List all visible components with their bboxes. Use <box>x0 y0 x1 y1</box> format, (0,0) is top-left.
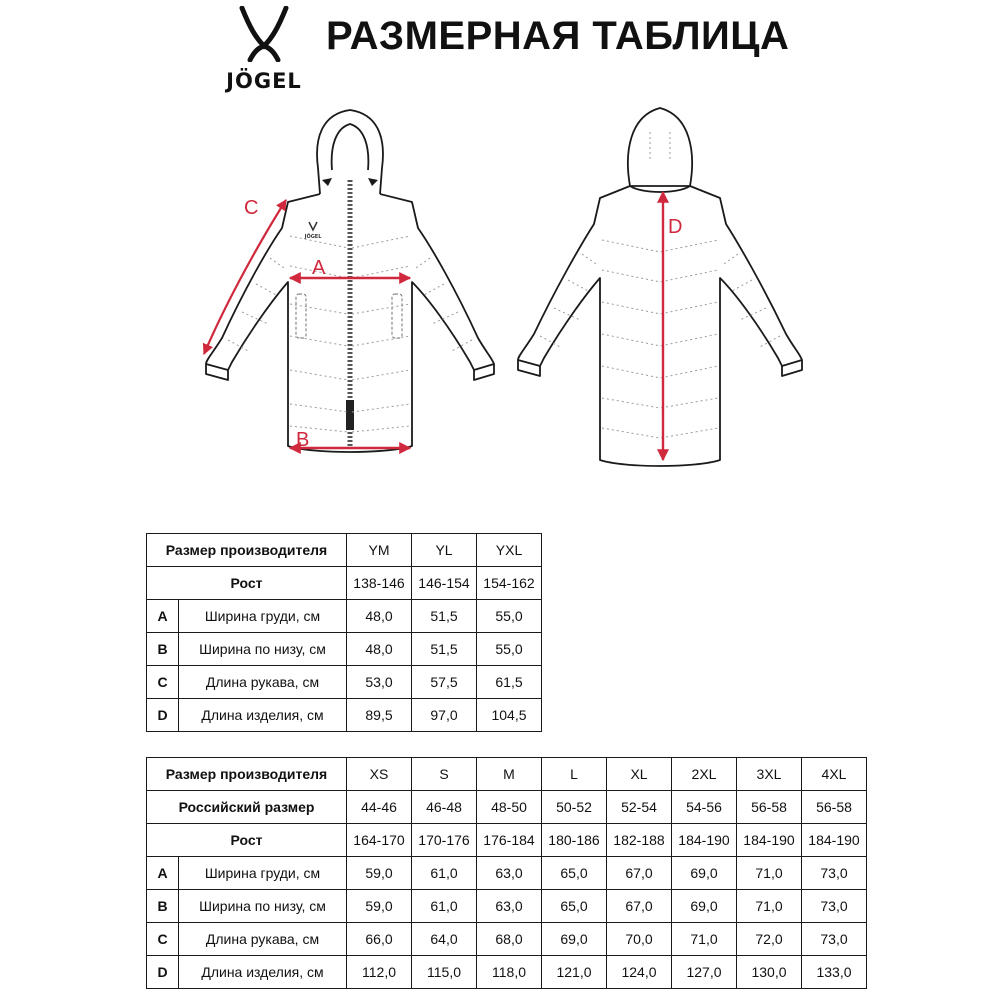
table-row <box>147 824 867 857</box>
value-cell: 71,0 <box>672 923 737 956</box>
measure-label: Ширина груди, см <box>179 600 347 633</box>
value-cell: 65,0 <box>542 890 607 923</box>
value-cell: 124,0 <box>607 956 672 989</box>
table-row <box>147 791 867 824</box>
measure-a-label: A <box>312 257 326 279</box>
size-cell: YXL <box>477 534 542 567</box>
value-cell: 68,0 <box>477 923 542 956</box>
height-label: Рост <box>147 567 347 600</box>
russian-size-cell: 56-58 <box>737 791 802 824</box>
size-cell: YL <box>412 534 477 567</box>
measure-label: Длина рукава, см <box>179 666 347 699</box>
height-cell: 182-188 <box>607 824 672 857</box>
measure-label: Ширина груди, см <box>179 857 347 890</box>
zipper <box>346 180 354 446</box>
size-cell: 4XL <box>802 758 867 791</box>
height-cell: 184-190 <box>672 824 737 857</box>
russian-size-cell: 54-56 <box>672 791 737 824</box>
manufacturer-size-label: Размер производителя <box>147 758 347 791</box>
value-cell: 127,0 <box>672 956 737 989</box>
page-title: РАЗМЕРНАЯ ТАБЛИЦА <box>326 14 790 58</box>
value-cell: 57,5 <box>412 666 477 699</box>
size-cell: S <box>412 758 477 791</box>
size-cell: 3XL <box>737 758 802 791</box>
table-row <box>147 633 542 666</box>
size-cell: 2XL <box>672 758 737 791</box>
manufacturer-size-label: Размер производителя <box>147 534 347 567</box>
height-cell: 180-186 <box>542 824 607 857</box>
height-cell: 146-154 <box>412 567 477 600</box>
value-cell: 63,0 <box>477 890 542 923</box>
svg-text:JÖGEL: JÖGEL <box>304 234 322 240</box>
table-row <box>147 600 542 633</box>
measure-b-label: B <box>296 429 310 451</box>
measure-code: C <box>147 666 179 699</box>
measure-label: Длина изделия, см <box>179 699 347 732</box>
value-cell: 48,0 <box>347 633 412 666</box>
value-cell: 53,0 <box>347 666 412 699</box>
value-cell: 55,0 <box>477 633 542 666</box>
value-cell: 133,0 <box>802 956 867 989</box>
size-cell: YM <box>347 534 412 567</box>
value-cell: 61,5 <box>477 666 542 699</box>
russian-size-cell: 46-48 <box>412 791 477 824</box>
russian-size-cell: 52-54 <box>607 791 672 824</box>
russian-size-cell: 44-46 <box>347 791 412 824</box>
table-row <box>147 567 542 600</box>
measure-code: D <box>147 699 179 732</box>
table-row <box>147 923 867 956</box>
value-cell: 66,0 <box>347 923 412 956</box>
measure-code: C <box>147 923 179 956</box>
measure-code: B <box>147 633 179 666</box>
measure-label: Ширина по низу, см <box>179 890 347 923</box>
chest-logo <box>304 222 323 240</box>
brand-name: JÖGEL <box>226 69 302 93</box>
value-cell: 115,0 <box>412 956 477 989</box>
size-cell: M <box>477 758 542 791</box>
measure-label: Ширина по низу, см <box>179 633 347 666</box>
measure-label: Длина рукава, см <box>179 923 347 956</box>
value-cell: 97,0 <box>412 699 477 732</box>
table-row <box>147 666 542 699</box>
youth-size-table <box>146 533 542 732</box>
value-cell: 51,5 <box>412 600 477 633</box>
height-cell: 170-176 <box>412 824 477 857</box>
adult-size-table <box>146 757 867 989</box>
measure-c-label: C <box>244 197 259 219</box>
measure-d-label: D <box>668 216 683 238</box>
measure-code: D <box>147 956 179 989</box>
value-cell: 89,5 <box>347 699 412 732</box>
value-cell: 51,5 <box>412 633 477 666</box>
value-cell: 121,0 <box>542 956 607 989</box>
value-cell: 67,0 <box>607 857 672 890</box>
value-cell: 73,0 <box>802 857 867 890</box>
brand-mark-icon <box>236 6 292 62</box>
value-cell: 112,0 <box>347 956 412 989</box>
value-cell: 65,0 <box>542 857 607 890</box>
jacket-front-diagram <box>192 108 502 478</box>
height-cell: 184-190 <box>802 824 867 857</box>
value-cell: 55,0 <box>477 600 542 633</box>
back-quilting-lines <box>540 132 780 438</box>
value-cell: 64,0 <box>412 923 477 956</box>
value-cell: 69,0 <box>672 890 737 923</box>
measure-code: A <box>147 857 179 890</box>
measure-code: B <box>147 890 179 923</box>
table-row <box>147 534 542 567</box>
table-row <box>147 956 867 989</box>
value-cell: 69,0 <box>672 857 737 890</box>
value-cell: 71,0 <box>737 857 802 890</box>
value-cell: 71,0 <box>737 890 802 923</box>
value-cell: 69,0 <box>542 923 607 956</box>
jacket-back-diagram <box>508 102 818 478</box>
height-cell: 176-184 <box>477 824 542 857</box>
value-cell: 48,0 <box>347 600 412 633</box>
height-label: Рост <box>147 824 347 857</box>
height-cell: 138-146 <box>347 567 412 600</box>
measure-code: A <box>147 600 179 633</box>
value-cell: 61,0 <box>412 890 477 923</box>
russian-size-cell: 50-52 <box>542 791 607 824</box>
size-cell: XS <box>347 758 412 791</box>
measure-c-line <box>204 200 286 354</box>
height-cell: 164-170 <box>347 824 412 857</box>
height-cell: 184-190 <box>737 824 802 857</box>
table-row <box>147 699 542 732</box>
russian-size-cell: 48-50 <box>477 791 542 824</box>
table-row <box>147 857 867 890</box>
height-cell: 154-162 <box>477 567 542 600</box>
brand-logo <box>214 6 314 98</box>
value-cell: 59,0 <box>347 857 412 890</box>
value-cell: 104,5 <box>477 699 542 732</box>
value-cell: 73,0 <box>802 890 867 923</box>
table-row <box>147 758 867 791</box>
russian-size-cell: 56-58 <box>802 791 867 824</box>
russian-size-label: Российский размер <box>147 791 347 824</box>
measure-label: Длина изделия, см <box>179 956 347 989</box>
value-cell: 118,0 <box>477 956 542 989</box>
value-cell: 61,0 <box>412 857 477 890</box>
value-cell: 59,0 <box>347 890 412 923</box>
value-cell: 70,0 <box>607 923 672 956</box>
size-cell: L <box>542 758 607 791</box>
value-cell: 73,0 <box>802 923 867 956</box>
value-cell: 67,0 <box>607 890 672 923</box>
table-row <box>147 890 867 923</box>
value-cell: 63,0 <box>477 857 542 890</box>
size-cell: XL <box>607 758 672 791</box>
value-cell: 130,0 <box>737 956 802 989</box>
value-cell: 72,0 <box>737 923 802 956</box>
